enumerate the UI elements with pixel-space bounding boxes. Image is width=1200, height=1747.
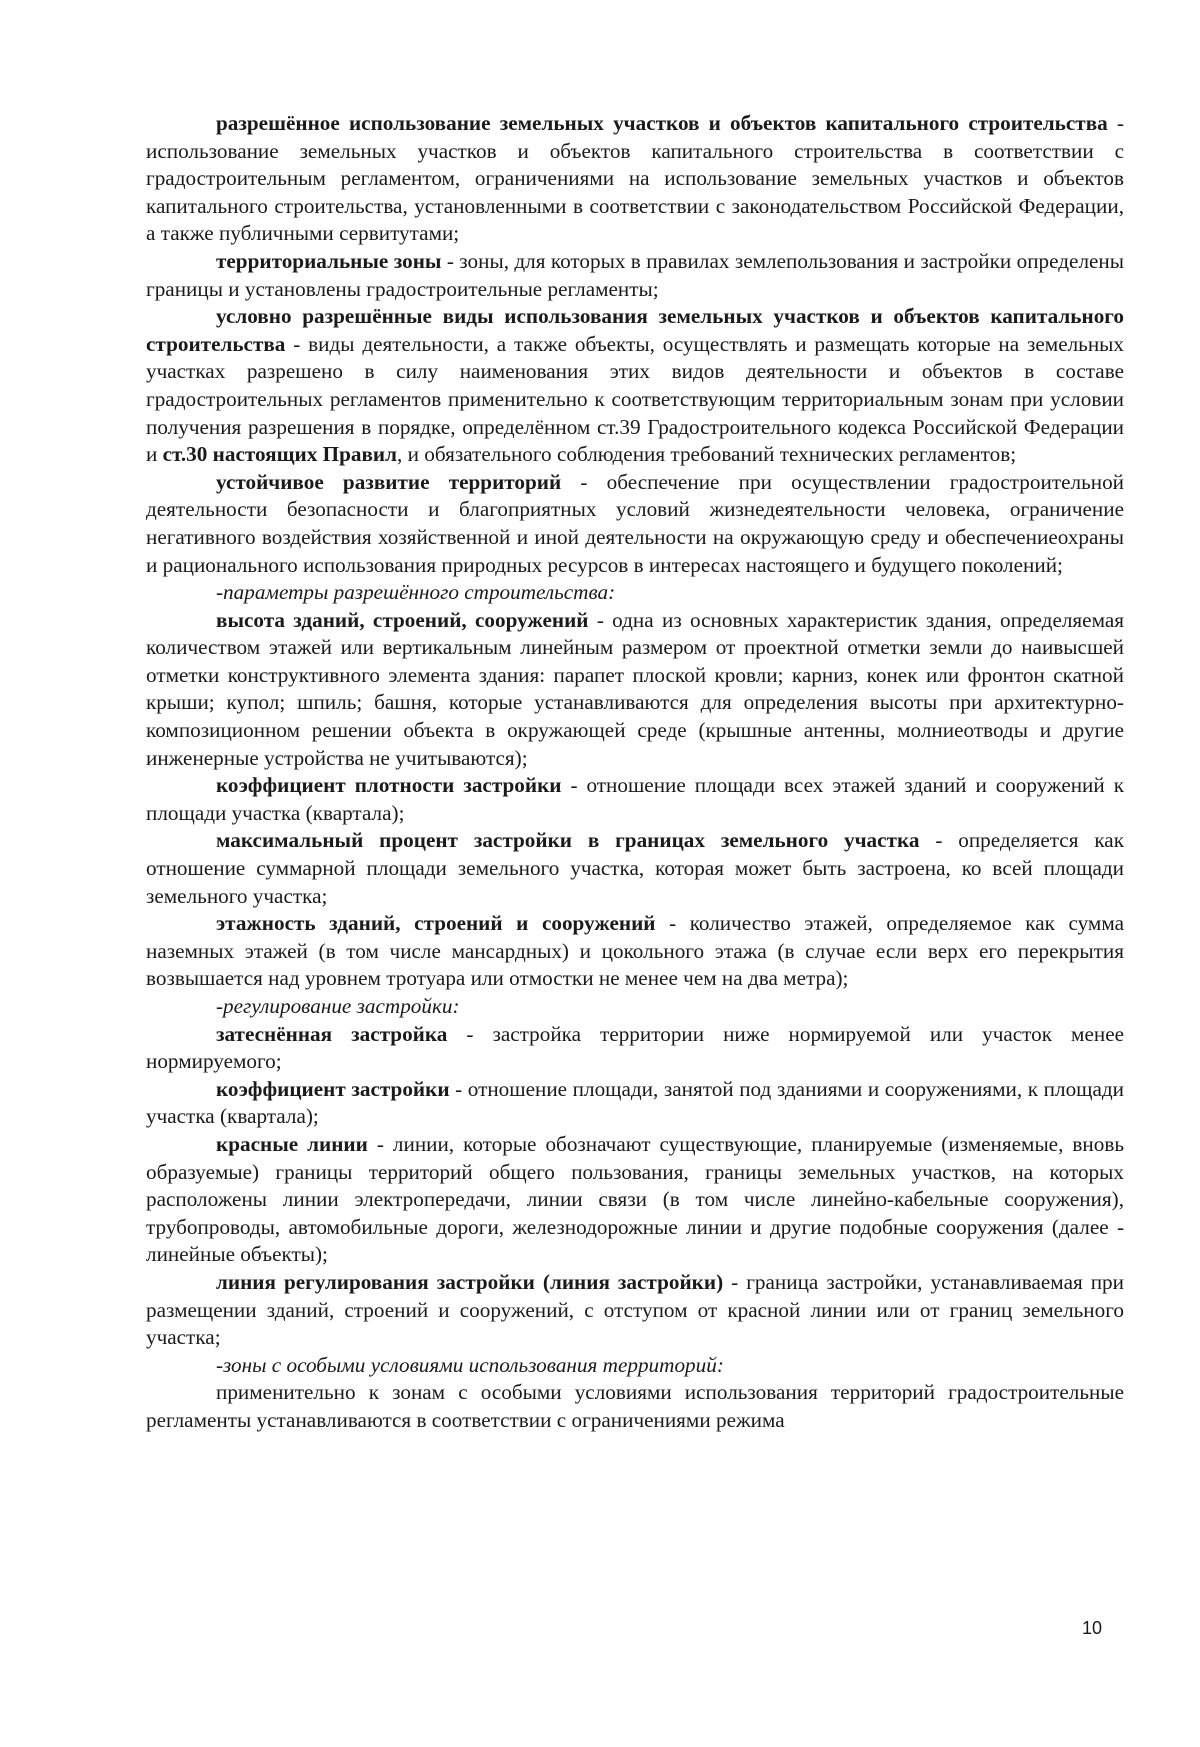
- term: условно разрешённые виды использования земельных участков и объектов капитального строительства: [146, 304, 1124, 356]
- definition-text: определяется как отношение суммарной площади земельного участка, которая может быть застроена, ко всей площади земельного участка;: [146, 828, 1124, 908]
- term: линия регулирования застройки (линия застройки): [216, 1269, 724, 1294]
- definition-text: отношение площади, занятой под зданиями и сооружениями, к площади участка (квартала);: [146, 1076, 1124, 1129]
- definition-paragraph: [146, 772, 1124, 827]
- definition-text: одна из основных характеристик здания, определяемая количеством этажей или вертикальным линейным размером от проектной отметки земли до наивысшей отметки конструктивного элемента здания: парапет плоской кровли; карниз, конек или фронтон скатной крыши; купол; шпиль; башня, которые устанавливаются для определения высоты при архитектурно-композиционном решении объекта в окружающей среде (крышные антенны, молниеотводы и другие инженерные устройства не учитываются);: [146, 607, 1124, 770]
- term: разрешённое использование земельных участков и объектов капитального строительства: [216, 111, 1108, 135]
- term: затеснённая застройка: [216, 1021, 448, 1046]
- dash: -: [1107, 111, 1124, 135]
- definition-text: застройка территории ниже нормируемой или участок менее нормируемого;: [146, 1021, 1125, 1074]
- definition-paragraph: [146, 607, 1124, 773]
- dash: -: [285, 331, 309, 356]
- section-heading: -параметры разрешённого строительства:: [216, 580, 616, 605]
- definition-text: зоны, для которых в правилах землепользования и застройки определены границы и установлены градостроительные регламенты;: [146, 248, 1125, 301]
- dash: -: [367, 1131, 393, 1156]
- plain-paragraph: применительно к зонам с особыми условиями использования территорий градостроительные регламенты устанавливаются в соответствии с ограничениями режима: [146, 1380, 1124, 1432]
- definition-text: количество этажей, определяемое как сумма наземных этажей (в том числе мансардных) и цокольного этажа (в случае если верх его перекрытия возвышается над уровнем тротуара или отмостки не менее чем на два метра);: [146, 911, 1124, 991]
- definition-paragraph: [146, 1131, 1124, 1269]
- definition-paragraph: [146, 469, 1124, 579]
- definition-text: обеспечение при осуществлении градостроительной деятельности безопасности и благоприятных условий жизнедеятельности человека, ограничение негативного воздействия хозяйственной и иной деятельности на окружающую среду и обеспечениеохраны и рационального использования природных ресурсов в интересах настоящего и будущего поколений;: [146, 469, 1125, 577]
- term: устойчивое развитие территорий: [216, 469, 562, 494]
- term: территориальные зоны: [216, 248, 442, 273]
- dash: -: [561, 773, 587, 798]
- dash: -: [441, 248, 460, 273]
- definition-paragraph: [146, 910, 1124, 993]
- term: коэффициент застройки: [216, 1076, 450, 1101]
- term: максимальный процент застройки в границах земельного участка: [216, 828, 920, 853]
- section-heading: -зоны с особыми условиями использования территорий:: [216, 1352, 724, 1377]
- term: красные линии: [216, 1131, 368, 1156]
- definition-paragraph: [146, 1269, 1124, 1352]
- definition-paragraph: [146, 827, 1124, 910]
- page-number: 10: [1082, 1618, 1103, 1638]
- section-heading: -регулирование застройки:: [216, 994, 460, 1018]
- definition-paragraph: [146, 303, 1124, 469]
- definition-text: граница застройки, устанавливаемая при размещении зданий, строений и сооружений, с отступом от красной линии или от границ земельного участка;: [146, 1269, 1124, 1350]
- definition-paragraph: [146, 248, 1124, 303]
- dash: -: [655, 911, 690, 936]
- document-page: [146, 110, 1124, 1435]
- definition-paragraph: [146, 1021, 1124, 1076]
- definition-text: отношение площади всех этажей зданий и сооружений к площади участка (квартала);: [146, 773, 1124, 825]
- dash: -: [588, 607, 613, 632]
- dash: -: [449, 1076, 468, 1101]
- term: этажность зданий, строений и сооружений: [216, 911, 656, 936]
- dash: -: [447, 1021, 493, 1046]
- definition-paragraph: [146, 1076, 1124, 1131]
- article-reference: ст.30 настоящих Правил: [162, 442, 398, 467]
- dash: -: [919, 828, 959, 853]
- dash: -: [561, 469, 607, 494]
- definition-text-continued: , и обязательного соблюдения требований технических регламентов;: [397, 442, 1017, 467]
- definition-text: использование земельных участков и объектов капитального строительства в соответствии с градостроительным регламентом, ограничениями на использование земельных участков и объектов капитального строительства, установленными в соответствии с законодательством Российской Федерации, а также публичными сервитутами;: [146, 138, 1124, 246]
- definition-text: виды деятельности, а также объекты, осуществлять и размещать которые на земельных участках разрешено в силу наименования этих видов деятельности и объектов в составе градостроительных регламентов применительно к соответствующим территориальным зонам при условии получения разрешения в порядке, определённом ст.39 Градостроительного кодекса Российской Федерации и: [146, 331, 1125, 467]
- term: высота зданий, строений, сооружений: [216, 607, 589, 632]
- definition-text: линии, которые обозначают существующие, планируемые (изменяемые, вновь образуемые) границы территорий общего пользования, границы земельных участков, на которых расположены линии электропередачи, линии связи (в том числе линейно-кабельные сооружения), трубопроводы, автомобильные дороги, железнодорожные линии и другие подобные сооружения (далее - линейные объекты);: [146, 1131, 1124, 1267]
- term: коэффициент плотности застройки: [216, 773, 562, 798]
- definition-paragraph: [146, 110, 1124, 248]
- dash: -: [723, 1269, 747, 1294]
